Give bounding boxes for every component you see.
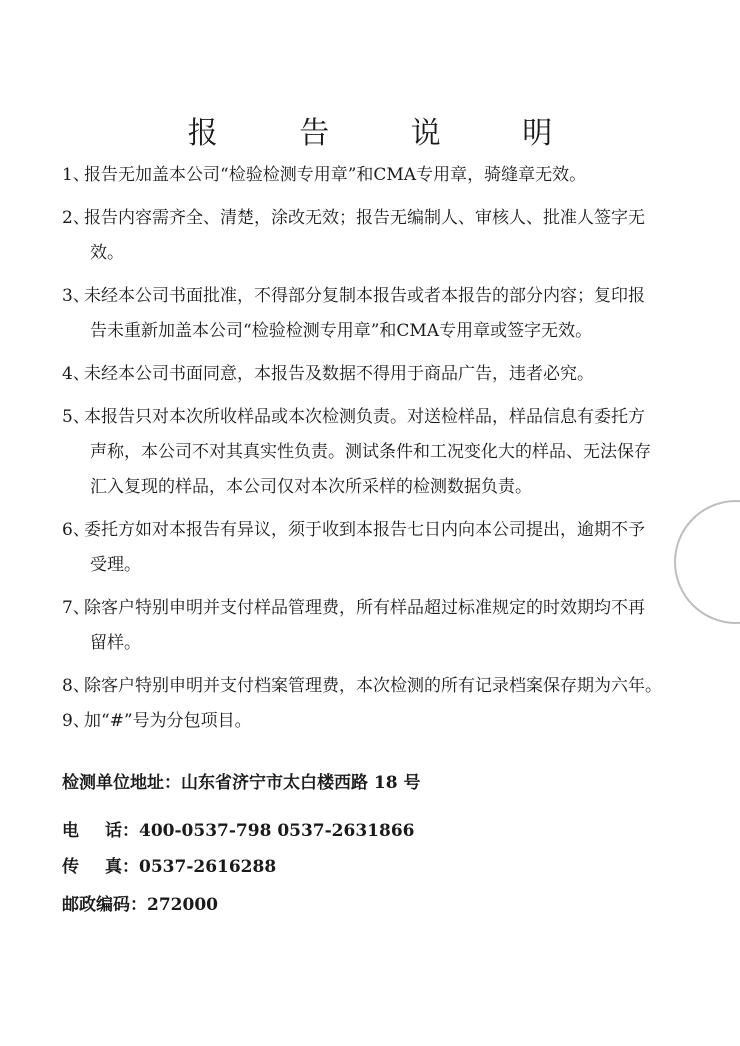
fax-label-1: 传 <box>62 857 105 877</box>
postcode-label: 邮政编码： <box>62 895 147 915</box>
notes-list <box>62 158 692 739</box>
list-item <box>62 279 692 349</box>
telephone-row <box>62 816 692 841</box>
item-text: 加“#”号为分包项目。 <box>84 711 252 731</box>
item-text: 除客户特别申明并支付档案管理费，本次检测的所有记录档案保存期为六年。 <box>84 676 662 696</box>
telephone-label-1: 电 <box>62 821 105 841</box>
list-item <box>62 357 692 392</box>
list-item <box>62 201 692 271</box>
address-value: 山东省济宁市太白楼西路 18 号 <box>181 773 421 793</box>
item-text: 未经本公司书面同意，本报告及数据不得用于商品广告，违者必究。 <box>84 364 594 384</box>
telephone-value: 400-0537-798 0537-2631866 <box>139 821 415 841</box>
item-text: 报告无加盖本公司“检验检测专用章”和CMA专用章，骑缝章无效。 <box>84 165 587 185</box>
postcode-value: 272000 <box>147 895 218 915</box>
item-number: 3、 <box>62 286 90 306</box>
item-text: 本报告只对本次所收样品或本次检测负责。对送检样品，样品信息有委托方 <box>84 407 645 427</box>
list-item <box>62 513 692 583</box>
list-item <box>62 158 692 193</box>
item-text-continued: 汇入复现的样品，本公司仅对本次所采样的检测数据负责。 <box>90 477 532 497</box>
fax-value: 0537-2616288 <box>139 857 277 877</box>
item-text: 报告内容需齐全、清楚，涂改无效；报告无编制人、审核人、批准人签字无 <box>84 208 645 228</box>
item-number: 8、 <box>62 676 90 696</box>
item-number: 7、 <box>62 598 90 618</box>
list-item <box>62 704 692 739</box>
telephone-label-2: 话： <box>105 821 139 841</box>
fax-row <box>62 852 692 877</box>
fax-label-2: 真： <box>105 857 139 877</box>
item-number: 4、 <box>62 364 90 384</box>
item-number: 5、 <box>62 407 90 427</box>
item-text: 未经本公司书面批准，不得部分复制本报告或者本报告的部分内容；复印报 <box>84 286 645 306</box>
postcode-row <box>62 890 692 915</box>
item-number: 2、 <box>62 208 90 228</box>
list-item <box>62 591 692 661</box>
page-title: 报 告 说 明 <box>187 116 589 151</box>
item-number: 9、 <box>62 711 90 731</box>
list-item <box>62 669 692 704</box>
item-text-continued: 声称，本公司不对其真实性负责。测试条件和工况变化大的样品、无法保存 <box>90 442 651 462</box>
item-text-continued: 受理。 <box>90 555 141 575</box>
item-text-continued: 效。 <box>90 243 124 263</box>
list-item <box>62 400 692 505</box>
item-text: 除客户特别申明并支付样品管理费，所有样品超过标准规定的时效期均不再 <box>84 598 645 618</box>
item-number: 1、 <box>62 165 90 185</box>
item-text-continued: 告未重新加盖本公司“检验检测专用章”和CMA专用章或签字无效。 <box>90 321 593 341</box>
item-number: 6、 <box>62 520 90 540</box>
item-text-continued: 留样。 <box>90 633 141 653</box>
item-text: 委托方如对本报告有异议，须于收到本报告七日内向本公司提出，逾期不予 <box>84 520 645 540</box>
address-row <box>62 768 692 793</box>
address-label: 检测单位地址： <box>62 773 181 793</box>
